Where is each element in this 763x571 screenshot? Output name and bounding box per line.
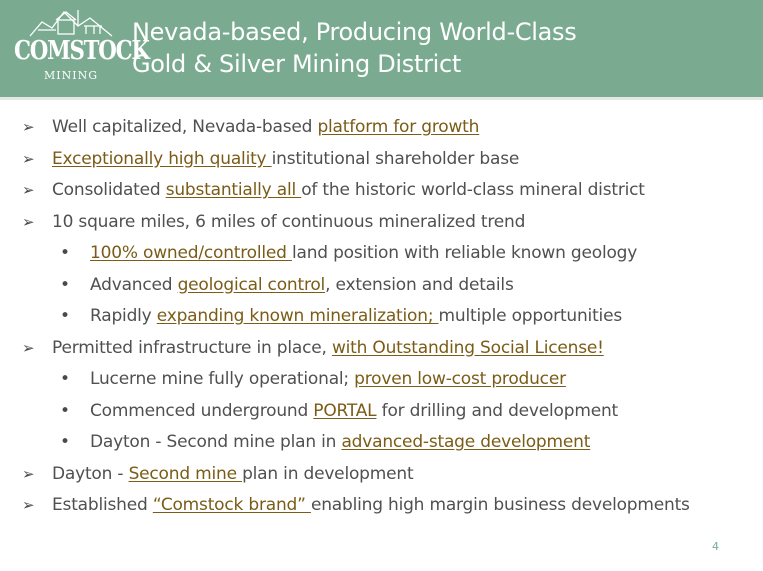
- arrow-bullet-icon: ➢: [22, 212, 35, 231]
- bullet-text: Consolidated: [52, 180, 166, 200]
- bullet-list: [0, 112, 763, 522]
- comstock-logo: [14, 6, 149, 92]
- bullet-link[interactable]: expanding known mineralization;: [156, 306, 439, 326]
- bullet-link[interactable]: PORTAL: [313, 400, 377, 421]
- bullet-text: Rapidly: [90, 306, 157, 326]
- mill-building-icon: [28, 6, 114, 38]
- title-line-2: Gold & Silver Mining District: [132, 50, 462, 78]
- bullet-text: Dayton - Second mine plan in: [90, 432, 342, 452]
- slide-title: [132, 16, 576, 80]
- dot-bullet-icon: •: [60, 243, 70, 263]
- arrow-bullet-icon: ➢: [22, 464, 35, 483]
- slide-header: [0, 0, 763, 100]
- bullet-text-tail: institutional shareholder base: [271, 148, 520, 169]
- bullet-link[interactable]: substantially all: [165, 180, 302, 200]
- bullet-text: 10 square miles, 6 miles of continuous mineralized trend: [52, 211, 526, 232]
- bullet-text: Advanced: [90, 274, 178, 295]
- bullet-link[interactable]: Second mine: [128, 463, 243, 484]
- bullet-brand: [0, 490, 763, 522]
- sub-bullet-geology: [0, 270, 763, 302]
- dot-bullet-icon: •: [60, 369, 70, 389]
- bullet-shareholders: [0, 144, 763, 176]
- bullet-link[interactable]: “Comstock brand”: [152, 495, 311, 515]
- dot-bullet-icon: •: [60, 400, 70, 421]
- sub-bullet-dayton-plan: [0, 427, 763, 459]
- bullet-text: Lucerne mine fully operational;: [90, 369, 355, 389]
- bullet-text: Dayton -: [52, 463, 129, 484]
- bullet-dayton: [0, 459, 763, 491]
- bullet-text: Well capitalized, Nevada-based: [52, 117, 318, 137]
- bullet-text: Permitted infrastructure in place,: [52, 337, 332, 358]
- arrow-bullet-icon: ➢: [22, 149, 35, 168]
- sub-bullet-owned: [0, 238, 763, 270]
- bullet-platform: [0, 112, 763, 144]
- arrow-bullet-icon: ➢: [22, 181, 35, 199]
- bullet-text-tail: multiple opportunities: [438, 306, 622, 326]
- bullet-text: Commenced underground: [90, 400, 314, 421]
- bullet-link[interactable]: Exceptionally high quality: [52, 148, 272, 169]
- logo-subtitle: MINING: [44, 69, 98, 82]
- bullet-text: Established: [52, 495, 153, 515]
- title-line-1: Nevada-based, Producing World-Class: [132, 18, 577, 46]
- arrow-bullet-icon: ➢: [22, 338, 35, 357]
- bullet-consolidated: [0, 175, 763, 207]
- bullet-text-tail: land position with reliable known geology: [291, 243, 638, 263]
- bullet-text-tail: , extension and details: [325, 274, 514, 295]
- page-number: 4: [712, 540, 719, 553]
- logo-wordmark: COMSTOCK: [14, 36, 149, 66]
- bullet-link[interactable]: advanced-stage development: [341, 432, 591, 452]
- bullet-link[interactable]: with Outstanding Social License!: [331, 337, 604, 358]
- bullet-link[interactable]: proven low-cost producer: [354, 369, 566, 389]
- arrow-bullet-icon: ➢: [22, 496, 35, 514]
- bullet-text-tail: for drilling and development: [376, 400, 619, 421]
- arrow-bullet-icon: ➢: [22, 118, 35, 136]
- sub-bullet-mineralization: [0, 301, 763, 333]
- bullet-text-tail: enabling high margin business developments: [310, 495, 690, 515]
- dot-bullet-icon: •: [60, 274, 70, 295]
- bullet-text-tail: plan in development: [242, 463, 414, 484]
- sub-bullet-portal: [0, 396, 763, 428]
- dot-bullet-icon: •: [60, 306, 70, 326]
- bullet-link[interactable]: geological control: [177, 274, 326, 295]
- bullet-link[interactable]: 100% owned/controlled: [90, 243, 292, 263]
- dot-bullet-icon: •: [60, 432, 70, 452]
- sub-bullet-lucerne: [0, 364, 763, 396]
- bullet-infrastructure: [0, 333, 763, 365]
- bullet-trend: [0, 207, 763, 239]
- bullet-link[interactable]: platform for growth: [317, 117, 480, 137]
- bullet-text-tail: of the historic world-class mineral district: [301, 180, 645, 200]
